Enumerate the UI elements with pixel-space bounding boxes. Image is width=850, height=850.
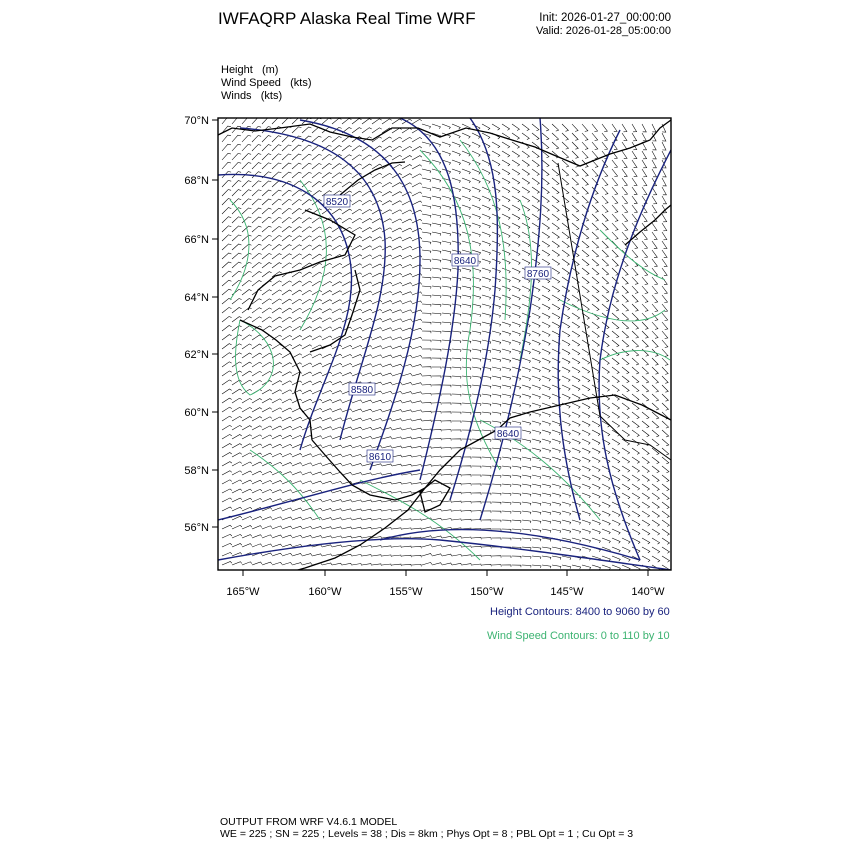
model-info [220,816,633,840]
contour-label: 8640 [453,256,477,267]
model-options: WE = 225 ; SN = 225 ; Levels = 38 ; Dis = 8km ; Phys Opt = 8 ; PBL Opt = 1 ; Cu Opt = 3 [220,828,634,840]
lat-tick-label: 56°N [184,522,209,534]
longitude-ticks [226,570,665,598]
lon-tick-label: 140°W [631,586,665,598]
field-wind-speed: Wind Speed (kts) [221,77,312,89]
lat-tick-label: 62°N [184,349,209,361]
lat-tick-label: 68°N [184,175,209,187]
lon-tick-label: 165°W [226,586,260,598]
speed-contour-note: Wind Speed Contours: 0 to 110 by 10 [487,630,670,642]
init-label: Init: 2026-01-27_00:00:00 [539,12,671,24]
map-title: IWFAQRP Alaska Real Time WRF [218,9,476,28]
lat-tick-label: 60°N [184,407,209,419]
lat-tick-label: 58°N [184,465,209,477]
contour-label: 8640 [496,429,520,440]
lat-tick-label: 66°N [184,234,209,246]
lon-tick-label: 155°W [389,586,423,598]
contour-label: 8520 [325,197,349,208]
lat-tick-label: 64°N [184,292,209,304]
height-contour-note: Height Contours: 8400 to 9060 by 60 [490,606,670,618]
model-version: OUTPUT FROM WRF V4.6.1 MODEL [220,816,398,828]
field-height: Height (m) [221,64,279,76]
field-list [221,64,311,103]
map-plot [170,106,690,606]
contour-label: 8760 [526,269,550,280]
latitude-ticks [184,115,218,534]
lat-tick-label: 70°N [184,115,209,127]
valid-time: Valid: 2026-01-28_05:00:00 [536,25,671,37]
lon-tick-label: 160°W [308,586,342,598]
contour-label: 8610 [368,452,392,463]
contour-label: 8580 [350,385,374,396]
init-time [536,12,671,37]
lon-tick-label: 150°W [470,586,504,598]
field-winds: Winds (kts) [221,90,283,102]
lon-tick-label: 145°W [550,586,584,598]
